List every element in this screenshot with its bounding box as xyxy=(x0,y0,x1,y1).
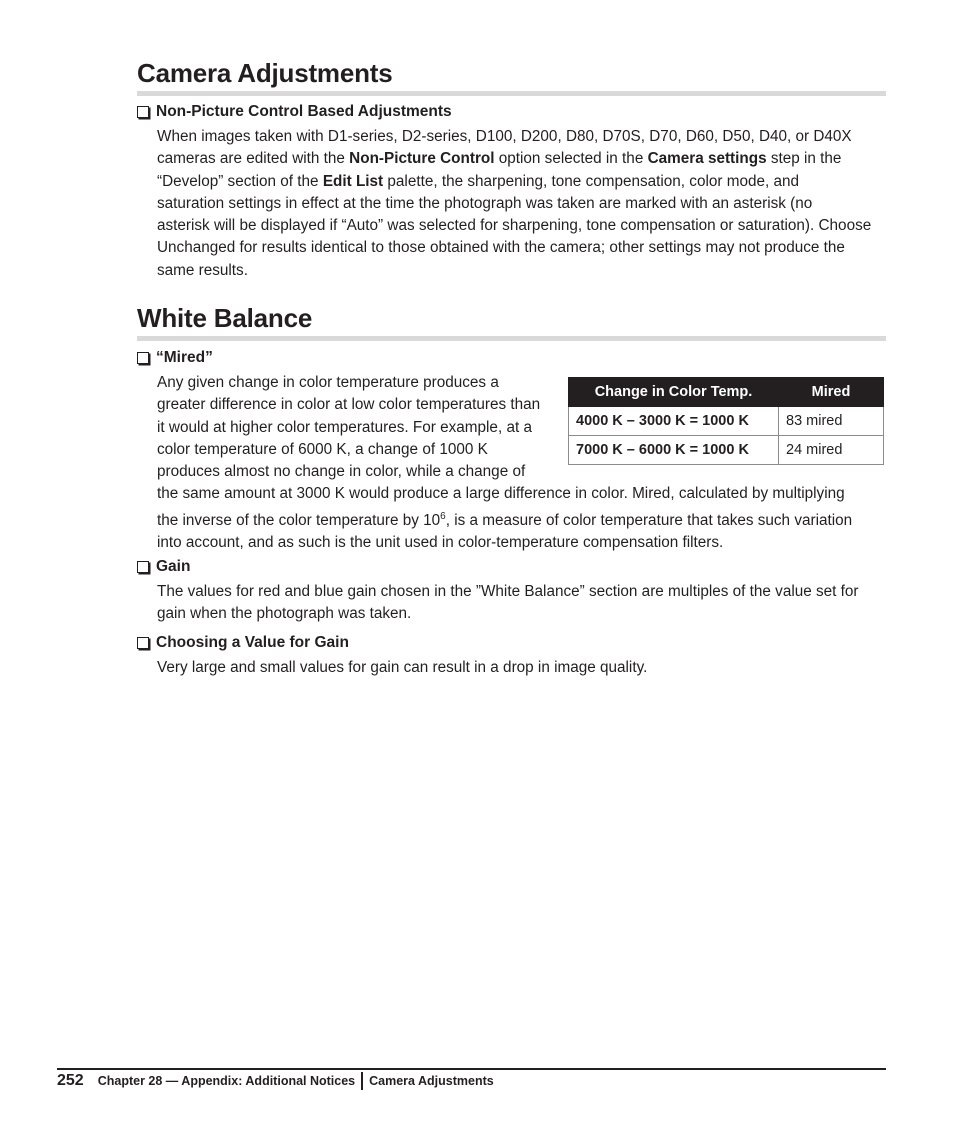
text-run: step in the xyxy=(766,150,842,168)
text-run: “Develop” section of the xyxy=(157,172,323,190)
paragraph-gain xyxy=(157,581,887,626)
text-line: greater difference in color at low color temperatures than xyxy=(157,396,541,414)
subheading-gain xyxy=(137,557,190,577)
subheading-label: Choosing a Value for Gain xyxy=(156,634,349,651)
text-run: the inverse of the color temperature by 10 xyxy=(157,511,441,529)
table-header-cell: Mired xyxy=(779,378,884,407)
text-line xyxy=(157,148,887,170)
table-row xyxy=(569,436,884,465)
footer-section: Camera Adjustments xyxy=(369,1074,494,1088)
text-line: into account, and as such is the unit used in color-temperature compensation filters. xyxy=(157,534,724,552)
section-rule xyxy=(137,91,886,96)
table-cell: 24 mired xyxy=(779,436,884,465)
page-number: 252 xyxy=(57,1072,84,1089)
text-line: same results. xyxy=(157,261,248,279)
footer-separator xyxy=(361,1072,363,1090)
subheading-mired xyxy=(137,348,213,368)
text-line: saturation settings in effect at the time the photograph was taken are marked with an asterisk (no xyxy=(157,194,813,212)
footer-chapter: Chapter 28 — Appendix: Additional Notices xyxy=(97,1074,356,1088)
text-line: produces almost no change in color, while a change of xyxy=(157,463,526,481)
subheading-label: Non-Picture Control Based Adjustments xyxy=(156,103,452,120)
superscript: 6 xyxy=(440,510,446,522)
subheading-non-picture-control xyxy=(137,102,452,122)
text-line: color temperature of 6000 K, a change of 1000 K xyxy=(157,440,488,458)
subheading-choosing-gain xyxy=(137,633,349,653)
text-line: asterisk will be displayed if “Auto” was selected for sharpening, tone compensation or saturation). Choose xyxy=(157,217,872,235)
checkbox-bullet-icon xyxy=(137,637,149,649)
bold-term: Non-Picture Control xyxy=(349,150,495,168)
bold-term: Camera settings xyxy=(647,150,767,168)
table-cell: 4000 K – 3000 K = 1000 K xyxy=(569,407,779,436)
mired-table xyxy=(568,377,884,465)
text-line: the same amount at 3000 K would produce a large difference in color. Mired, calculated by multiplying xyxy=(157,485,845,503)
checkbox-bullet-icon xyxy=(137,352,149,364)
text-line xyxy=(157,506,887,532)
table-row xyxy=(569,407,884,436)
subheading-label: Gain xyxy=(156,558,191,575)
page-footer xyxy=(57,1072,494,1090)
table-header-row xyxy=(569,378,884,407)
text-line: When images taken with D1-series, D2-series, D100, D200, D80, D70S, D70, D60, D50, D40, or D40X xyxy=(157,128,852,145)
checkbox-bullet-icon xyxy=(137,561,149,573)
subheading-label: “Mired” xyxy=(156,349,213,366)
checkbox-bullet-icon xyxy=(137,106,149,118)
section-title-white-balance: White Balance xyxy=(137,303,313,333)
table-cell: 83 mired xyxy=(779,407,884,436)
text-line: The values for red and blue gain chosen in the ”White Balance” section are multiples of the value set for xyxy=(157,583,859,600)
text-line xyxy=(157,171,887,193)
text-run: option selected in the xyxy=(494,150,648,168)
text-line: it would at higher color temperatures. For example, at a xyxy=(157,418,532,436)
text-run: palette, the sharpening, tone compensation, color mode, and xyxy=(383,172,799,190)
text-run: cameras are edited with the xyxy=(157,150,350,168)
bold-term: Edit List xyxy=(322,172,384,190)
section-title-camera-adjustments: Camera Adjustments xyxy=(137,58,393,88)
section-rule xyxy=(137,336,886,341)
text-line: Very large and small values for gain can result in a drop in image quality. xyxy=(157,659,648,676)
text-run: , is a measure of color temperature that takes such variation xyxy=(445,511,853,529)
text-line: Any given change in color temperature produces a xyxy=(157,374,499,391)
paragraph-non-picture-control xyxy=(157,126,887,282)
paragraph-choosing-gain xyxy=(157,657,887,679)
text-line: Unchanged for results identical to those obtained with the camera; other settings may not produce the xyxy=(157,239,845,257)
footer-rule xyxy=(57,1068,886,1070)
text-line: gain when the photograph was taken. xyxy=(157,605,412,623)
table-cell: 7000 K – 6000 K = 1000 K xyxy=(569,436,779,465)
table-header-cell: Change in Color Temp. xyxy=(569,378,779,407)
